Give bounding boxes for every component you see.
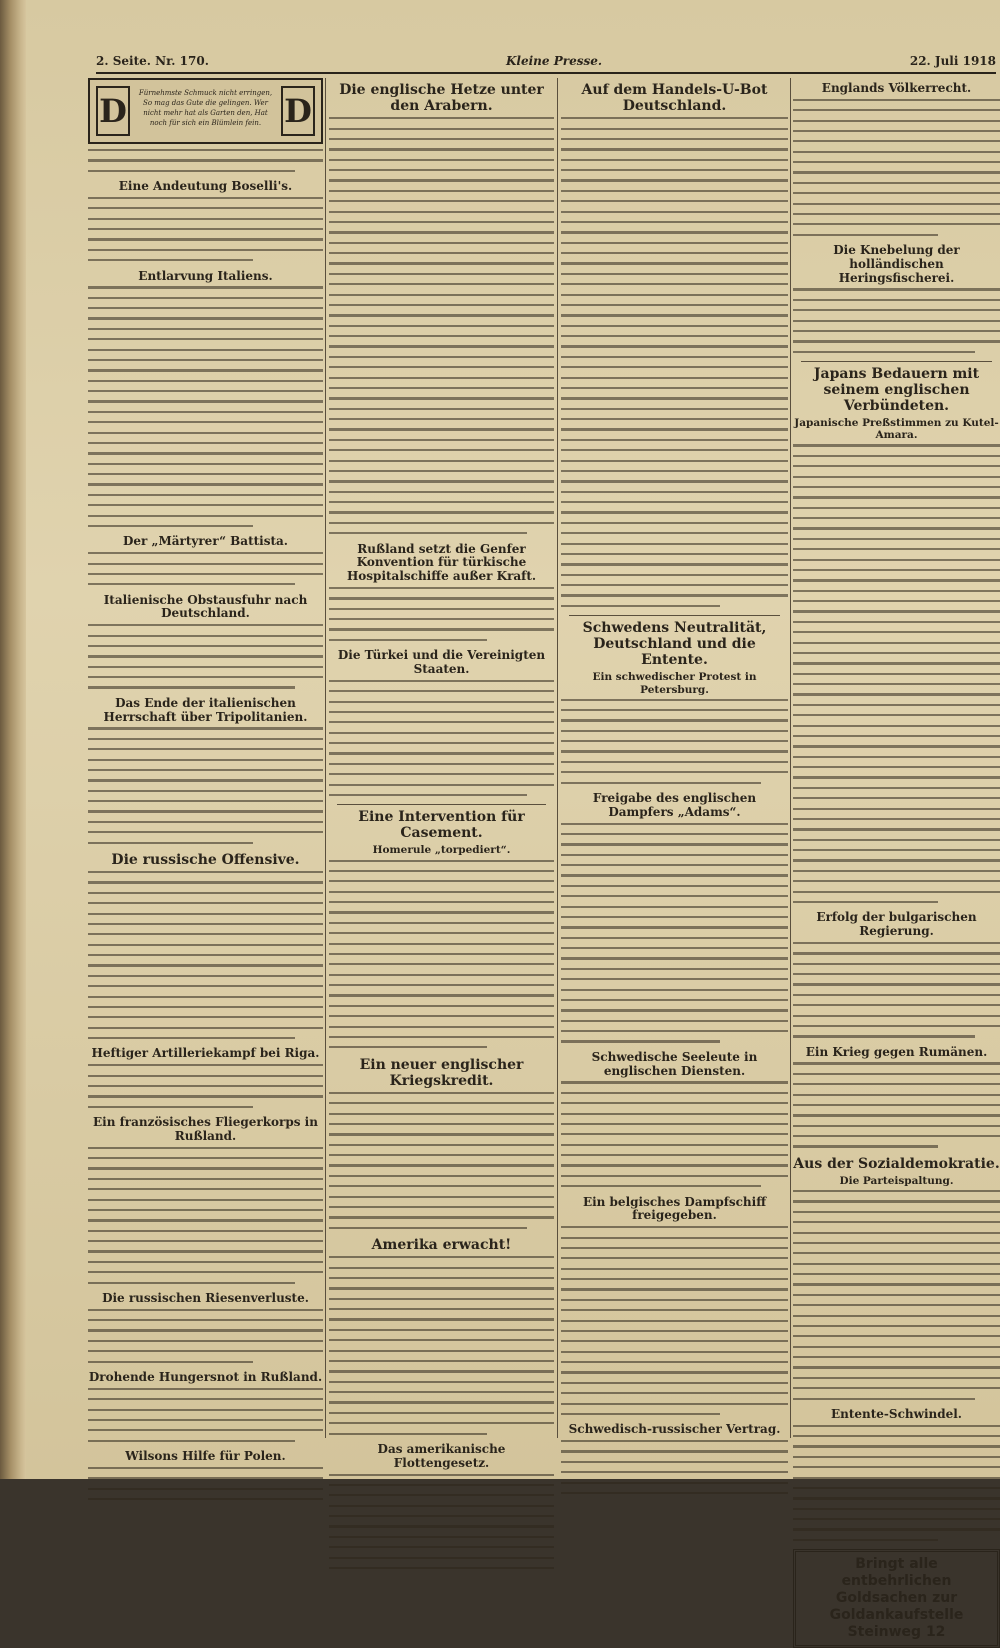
article-body [88,197,323,261]
article [561,792,788,1043]
article-body [793,1190,1000,1400]
article-body [88,286,323,527]
article-body [793,1425,1000,1541]
article-body [329,1256,554,1435]
book-binding-edge [0,0,26,1479]
article-body [561,1081,788,1187]
article [88,852,323,1039]
headline: Die Türkei und die Vereinigten Staaten. [337,648,546,676]
poem-advertisement [88,78,323,144]
headline: Englands Völkerrecht. [821,81,972,95]
article [561,1423,788,1494]
article-body [561,823,788,1043]
article [561,620,788,784]
headline: Schwedische Seeleute in englischen Diensten. [591,1049,758,1078]
headline: Ein belgisches Dampfschiff freigegeben. [582,1194,767,1223]
headline: Ein neuer englischer Kriegskredit. [359,1056,524,1089]
article-body [88,552,323,585]
headline: Die russische Offensive. [111,851,300,868]
article [88,270,323,528]
headline: Freigabe des englischen Dampfers „Adams“. [592,790,757,819]
column-3 [561,78,788,1458]
article-body [793,444,1000,903]
headline: Wilsons Hilfe für Polen. [125,1449,286,1464]
article-body [88,1147,323,1284]
article-body [793,1062,1000,1147]
headline: Eine Andeutung Boselli's. [118,179,293,194]
article [88,1116,323,1284]
headline: Auf dem Handels-U-Bot Deutschland. [581,82,768,115]
article-body [561,699,788,784]
headline: Heftiger Artilleriekampf bei Riga. [91,1046,320,1061]
article [88,535,323,585]
divider [801,361,992,362]
headline: Ein französisches Fliegerkorps in Rußland. [93,1115,318,1143]
article-body [88,1388,323,1442]
article-body [88,624,323,688]
article-body [329,1474,554,1570]
article-body [88,1309,323,1363]
newspaper-title: Kleine Presse. [506,54,603,68]
headline: Ein Krieg gegen Rumänen. [805,1044,988,1059]
article-body [329,680,554,796]
headline: Entlarvung Italiens. [138,268,273,283]
article-body [793,942,1000,1038]
issue-date: 22. Juli 1918 [909,54,996,68]
ad-initial-left: D [96,86,130,136]
headline: Schwedisch-russischer Vertrag. [568,1422,781,1437]
headline: Die Knebelung der holländischen Heringsfischerei. [833,243,960,285]
column-4 [793,78,1000,1641]
ad-initial-right: D [281,86,315,136]
headline: Italienische Obstausfuhr nach Deutschland. [103,592,308,621]
column-rule [790,78,791,1438]
article [793,244,1000,353]
article [793,911,1000,1037]
headline: Das amerikanische Flottengesetz. [377,1441,506,1470]
column-2 [329,78,554,1470]
article [793,82,1000,236]
article-body [88,871,323,1039]
article-body [329,587,554,641]
article-body [329,1092,554,1229]
article-body [88,1467,323,1500]
article-body [329,860,554,1049]
page-header [96,54,996,74]
article-body [561,1226,788,1415]
article [329,82,554,534]
subheadline: Die Parteispaltung. [839,1174,954,1187]
article [561,1196,788,1416]
article [329,1443,554,1569]
subheadline: Homerule „torpediert“. [372,844,511,857]
headline: Schwedens Neutralität, Deutschland und die Entente. [582,620,767,669]
article [793,1408,1000,1541]
article [561,82,788,607]
headline: Aus der Sozialdemokratie. [793,1155,1000,1172]
article [88,1292,323,1363]
divider [337,804,546,805]
article-body [88,727,323,843]
article [88,1371,323,1442]
article [793,1156,1000,1400]
headline: Drohende Hungersnot in Rußland. [88,1369,323,1384]
article [793,366,1000,903]
article [561,1051,788,1188]
subheadline: Ein schwedischer Protest in Petersburg. [592,671,757,696]
article-body [793,288,1000,352]
article [88,1450,323,1500]
article-body [88,1064,323,1108]
article [88,180,323,261]
article-body [561,1440,788,1494]
subheadline: Japanische Preßstimmen zu Kutel-Amara. [794,417,999,442]
article [88,1047,323,1107]
headline: Das Ende der italienischen Herrschaft über Tripolitanien. [103,695,308,724]
ad-verse: Fürnehmste Schmuck nicht erringen, So mag das Gute die gelingen. Wer nicht mehr hat als Garten den, Hat noch für sich ein Blümlein fein. [138,89,273,127]
headline: Entente-Schwindel. [830,1406,962,1421]
gold-collection-advertisement: Bringt alle entbehrlichen Goldsachen zur Goldankaufstelle Steinweg 12 [793,1549,1000,1648]
page-number: 2. Seite. Nr. 170. [96,54,209,68]
article [793,1046,1000,1148]
headline: Rußland setzt die Genfer Konvention für türkische Hospitalschiffe außer Kraft. [346,541,537,584]
article [88,697,323,844]
article [329,543,554,641]
headline: Die englische Hetze unter den Arabern. [339,82,544,115]
column-rule [557,78,558,1438]
headline: Japans Bedauern mit seinem englischen Verbündeten. [813,366,980,415]
article [329,1057,554,1229]
headline: Die russischen Riesenverluste. [102,1290,309,1305]
article-body [561,117,788,607]
article-body [88,149,323,172]
headline: Amerika erwacht! [371,1237,512,1254]
article [329,1237,554,1435]
headline: Erfolg der bulgarischen Regierung. [816,910,977,939]
newspaper-page [26,0,1000,1641]
article [88,594,323,689]
article-body [329,117,554,534]
headline: Der „Märtyrer“ Battista. [123,534,288,549]
article [329,649,554,796]
divider [569,615,780,616]
column-rule [325,78,326,1438]
column-1 [88,78,323,1464]
article-body [793,99,1000,236]
article [329,809,554,1048]
headline: Eine Intervention für Casement. [358,809,525,842]
